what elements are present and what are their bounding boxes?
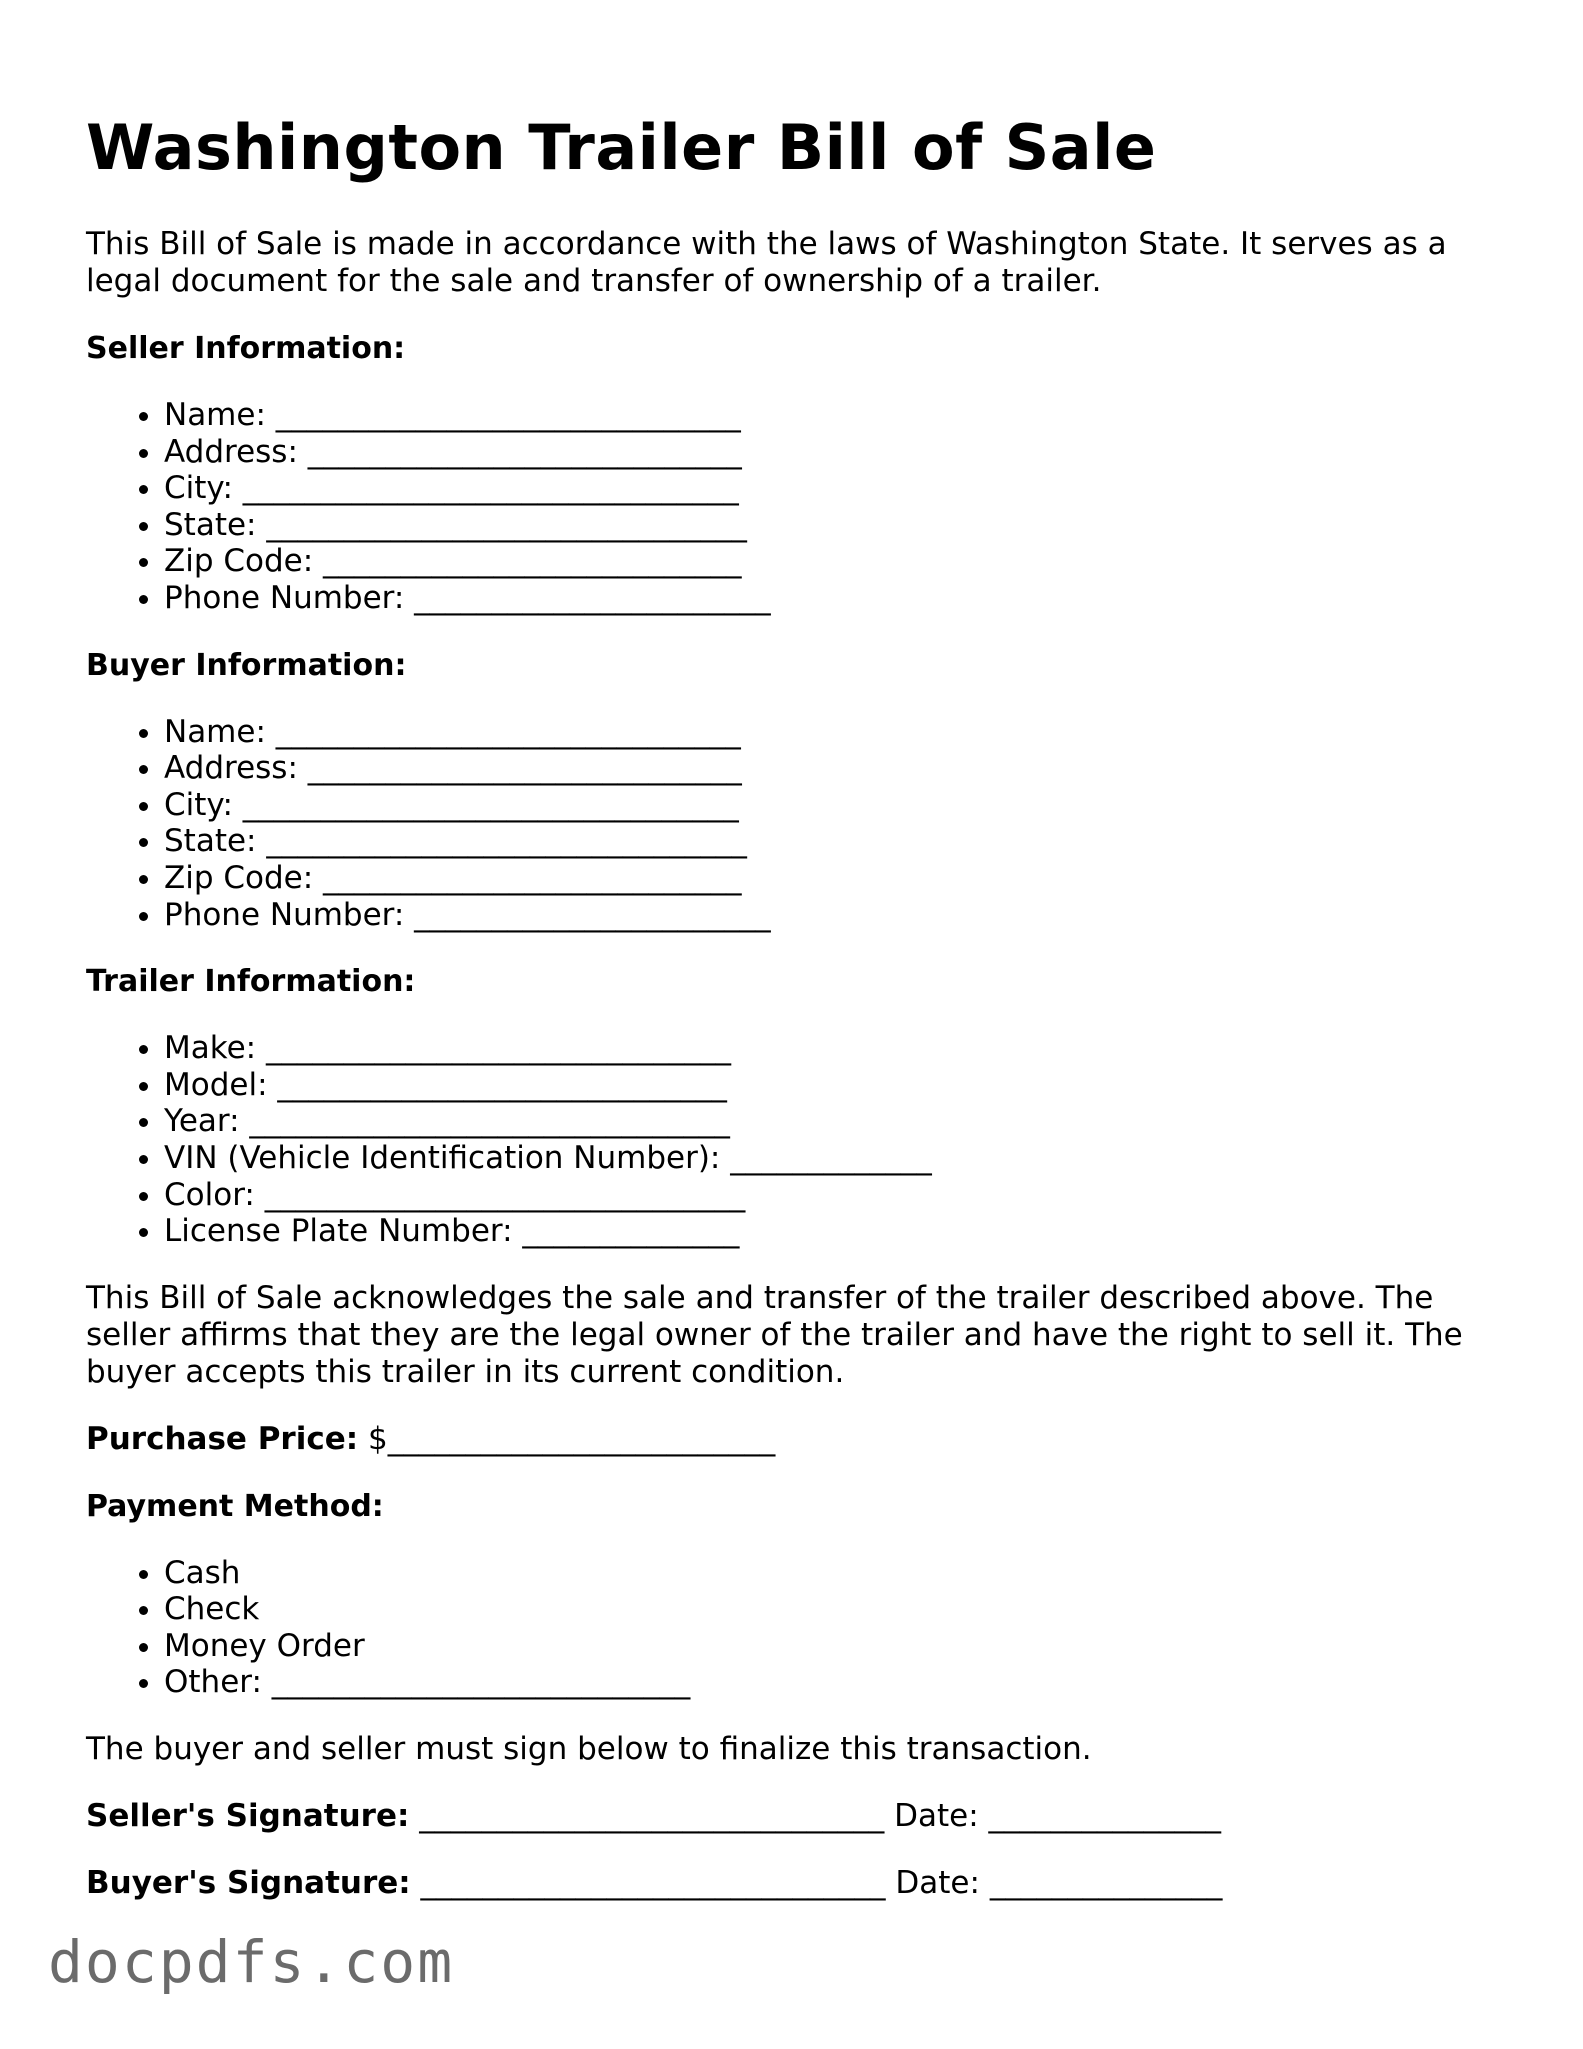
buyer-phone-field: • Phone Number: _______________________ <box>164 897 1506 934</box>
buyer-signature-label: Buyer's Signature: <box>86 1865 411 1902</box>
seller-state-field: • State: _______________________________ <box>164 507 1506 544</box>
document-title: Washington Trailer Bill of Sale <box>86 111 1157 184</box>
payment-option-money-order: • Money Order <box>164 1628 1506 1665</box>
trailer-vin-field: • VIN (Vehicle Identification Number): _____________ <box>164 1140 1506 1177</box>
trailer-year-field: • Year: _______________________________ <box>164 1103 1506 1140</box>
seller-signature-row <box>86 1798 1506 1835</box>
buyer-date-line: _______________ <box>989 1865 1223 1902</box>
acknowledgement-paragraph: This Bill of Sale acknowledges the sale and transfer of the trailer described above. The seller affirms that they are the legal owner of the trailer and have the right to sell it. The buyer accepts this trailer in its current condition. <box>86 1279 1463 1390</box>
buyer-heading: Buyer Information: <box>86 647 407 683</box>
seller-zip-field: • Zip Code: ___________________________ <box>164 543 1506 580</box>
buyer-address-field: • Address: ____________________________ <box>164 750 1506 787</box>
buyer-date-label: Date: <box>895 1865 980 1902</box>
finalize-paragraph: The buyer and seller must sign below to finalize this transaction. <box>86 1731 1092 1768</box>
buyer-list <box>86 714 1506 934</box>
trailer-plate-field: • License Plate Number: ______________ <box>164 1213 1506 1250</box>
seller-signature-label: Seller's Signature: <box>86 1798 410 1835</box>
payment-heading: Payment Method: <box>86 1488 384 1524</box>
buyer-zip-field: • Zip Code: ___________________________ <box>164 860 1506 897</box>
seller-date-label: Date: <box>894 1798 979 1835</box>
trailer-heading: Trailer Information: <box>86 964 416 1000</box>
seller-city-field: • City: ________________________________ <box>164 470 1506 507</box>
document-page <box>86 0 1506 1902</box>
seller-date-line: _______________ <box>988 1798 1222 1835</box>
payment-list <box>86 1555 1506 1701</box>
payment-option-check: • Check <box>164 1591 1506 1628</box>
seller-phone-field: • Phone Number: _______________________ <box>164 580 1506 617</box>
seller-signature-line: ______________________________ <box>419 1798 885 1835</box>
buyer-city-field: • City: ________________________________ <box>164 787 1506 824</box>
seller-heading: Seller Information: <box>86 331 406 366</box>
watermark: docpdfs.com <box>48 1928 455 1996</box>
trailer-make-field: • Make: ______________________________ <box>164 1030 1506 1067</box>
trailer-model-field: • Model: _____________________________ <box>164 1067 1506 1104</box>
buyer-name-field: • Name: ______________________________ <box>164 714 1506 751</box>
seller-name-field: • Name: ______________________________ <box>164 397 1506 434</box>
trailer-color-field: • Color: _______________________________ <box>164 1177 1506 1214</box>
buyer-state-field: • State: _______________________________ <box>164 823 1506 860</box>
trailer-list <box>86 1030 1506 1250</box>
purchase-price-line: $_________________________ <box>368 1420 776 1457</box>
seller-list <box>86 397 1506 617</box>
seller-address-field: • Address: ____________________________ <box>164 434 1506 471</box>
intro-paragraph: This Bill of Sale is made in accordance with the laws of Washington State. It serves as a legal document for the sale and transfer of ownership of a trailer. <box>86 226 1447 299</box>
buyer-signature-line: ______________________________ <box>420 1865 886 1902</box>
buyer-signature-row <box>86 1865 1506 1902</box>
payment-option-other: • Other: ___________________________ <box>164 1664 1506 1701</box>
purchase-price-row <box>86 1421 1506 1458</box>
payment-option-cash: • Cash <box>164 1555 1506 1592</box>
purchase-price-label: Purchase Price: <box>86 1420 359 1457</box>
